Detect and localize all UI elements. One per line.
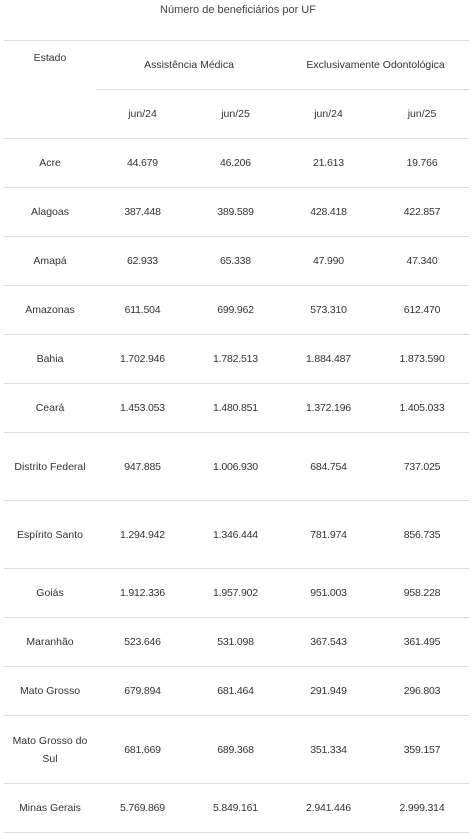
value-cell: 573.310 [282, 286, 375, 335]
table-row [4, 501, 469, 569]
header-period: jun/24 [282, 90, 375, 139]
table-row [4, 618, 469, 667]
value-cell: 389.589 [189, 188, 282, 237]
value-cell: 47.340 [375, 237, 469, 286]
state-name: Bahia [4, 335, 96, 384]
value-cell: 351.334 [282, 716, 375, 784]
table-row [4, 667, 469, 716]
value-cell: 1.873.590 [375, 335, 469, 384]
state-name: Ceará [4, 384, 96, 433]
value-cell: 1.346.444 [189, 501, 282, 569]
value-cell: 1.405.033 [375, 384, 469, 433]
header-exclusivamente-odontologica: Exclusivamente Odontológica [282, 41, 469, 90]
value-cell: 361.495 [375, 618, 469, 667]
table-row [4, 569, 469, 618]
state-name: Minas Gerais [4, 784, 96, 833]
value-cell: 1.294.942 [96, 501, 189, 569]
value-cell: 44.679 [96, 139, 189, 188]
value-cell: 951.003 [282, 569, 375, 618]
state-name: Amapá [4, 237, 96, 286]
state-name: Acre [4, 139, 96, 188]
value-cell: 856.735 [375, 501, 469, 569]
value-cell: 1.957.902 [189, 569, 282, 618]
value-cell: 523.646 [96, 618, 189, 667]
value-cell: 1.372.196 [282, 384, 375, 433]
value-cell: 5.849.161 [189, 784, 282, 833]
table-row [4, 286, 469, 335]
table-row [4, 784, 469, 833]
value-cell: 422.857 [375, 188, 469, 237]
value-cell: 2.941.446 [282, 784, 375, 833]
value-cell: 47.990 [282, 237, 375, 286]
header-estado: Estado [4, 41, 96, 139]
state-name: Espírito Santo [4, 501, 96, 569]
value-cell: 46.206 [189, 139, 282, 188]
value-cell: 681.464 [189, 667, 282, 716]
value-cell: 21.613 [282, 139, 375, 188]
value-cell: 62.933 [96, 237, 189, 286]
state-name: Amazonas [4, 286, 96, 335]
value-cell: 958.228 [375, 569, 469, 618]
table-caption: Número de beneficiários por UF [160, 4, 316, 16]
value-cell: 428.418 [282, 188, 375, 237]
value-cell: 947.885 [96, 433, 189, 501]
value-cell: 737.025 [375, 433, 469, 501]
value-cell: 1.006.930 [189, 433, 282, 501]
table-row [4, 716, 469, 784]
table-row [4, 335, 469, 384]
value-cell: 699.962 [189, 286, 282, 335]
value-cell: 65.338 [189, 237, 282, 286]
beneficiaries-table [4, 40, 469, 833]
value-cell: 367.543 [282, 618, 375, 667]
value-cell: 291.949 [282, 667, 375, 716]
state-name: Alagoas [4, 188, 96, 237]
table-row [4, 139, 469, 188]
header-row-groups [4, 41, 469, 90]
value-cell: 1.912.336 [96, 569, 189, 618]
value-cell: 612.470 [375, 286, 469, 335]
state-name: Mato Grosso [4, 667, 96, 716]
value-cell: 689.368 [189, 716, 282, 784]
header-period: jun/25 [375, 90, 469, 139]
value-cell: 1.480.851 [189, 384, 282, 433]
value-cell: 2.999.314 [375, 784, 469, 833]
state-name: Distrito Federal [4, 433, 96, 501]
table-row [4, 433, 469, 501]
value-cell: 5.769.869 [96, 784, 189, 833]
table-row [4, 384, 469, 433]
value-cell: 611.504 [96, 286, 189, 335]
value-cell: 19.766 [375, 139, 469, 188]
value-cell: 1.702.946 [96, 335, 189, 384]
header-assistencia-medica: Assistência Médica [96, 41, 282, 90]
value-cell: 1.884.487 [282, 335, 375, 384]
state-name: Maranhão [4, 618, 96, 667]
header-period: jun/24 [96, 90, 189, 139]
value-cell: 1.782.513 [189, 335, 282, 384]
table-row [4, 188, 469, 237]
value-cell: 387.448 [96, 188, 189, 237]
value-cell: 781.974 [282, 501, 375, 569]
value-cell: 681.669 [96, 716, 189, 784]
value-cell: 359.157 [375, 716, 469, 784]
table-row [4, 237, 469, 286]
value-cell: 684.754 [282, 433, 375, 501]
header-period: jun/25 [189, 90, 282, 139]
state-name: Goiás [4, 569, 96, 618]
value-cell: 679.894 [96, 667, 189, 716]
value-cell: 531.098 [189, 618, 282, 667]
value-cell: 1.453.053 [96, 384, 189, 433]
state-name: Mato Grosso do Sul [4, 716, 96, 784]
value-cell: 296.803 [375, 667, 469, 716]
